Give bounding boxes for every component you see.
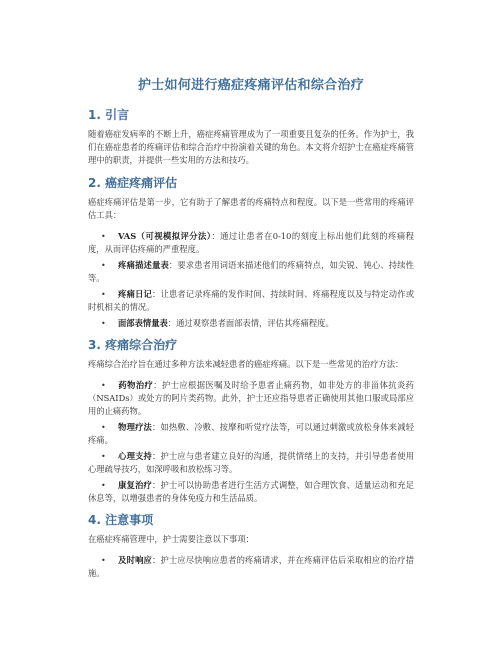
list-item [88, 379, 414, 418]
bullet-icon: • [101, 381, 106, 390]
section-heading: 1. 引言 [88, 108, 130, 122]
document-title: 护士如何进行癌症疼痛评估和综合治疗 [137, 78, 365, 93]
list-item-term: 疼痛日记 [118, 289, 152, 299]
list-item [88, 421, 414, 447]
list-item-text: ：让患者记录疼痛的发作时间、持续时间、疼痛程度以及与特定动作或时机相关的情况。 [88, 289, 414, 312]
list-item-term: 物理疗法 [118, 422, 152, 432]
list-item-text: ：护士可以协助患者进行生活方式调整，如合理饮食、适量运动和充足休息等，以增强患者的身体免疫力和生活品质。 [88, 480, 414, 503]
section-precautions [88, 512, 414, 580]
list-item-term: 面部表情量表 [118, 318, 168, 328]
list-item-text: ：通过让患者在0-10的刻度上标出他们此刻的疼痛程度，从而评估疼痛的严重程度。 [88, 231, 414, 254]
section-paragraph: 疼痛综合治疗旨在通过多种方法来减轻患者的癌症疼痛。以下是一些常见的治疗方法： [88, 359, 404, 369]
section-paragraph: 在癌症疼痛管理中，护士需要注意以下事项： [88, 534, 254, 544]
bullet-icon: • [101, 290, 106, 299]
list-item [88, 479, 414, 505]
list-item-text: ：如热敷、冷敷、按摩和听觉疗法等，可以通过刺激或放松身体来减轻疼痛。 [88, 422, 414, 445]
list-item-text: ：要求患者用词语来描述他们的疼痛特点，如尖锐、钝心、持续性等。 [88, 260, 414, 283]
list-item-term: 及时响应 [118, 555, 152, 565]
list-item-term: 疼痛描述量表 [118, 260, 169, 270]
list-item-term: 心理支持 [118, 451, 152, 461]
list-item [88, 450, 414, 476]
list-item-term: 药物治疗 [118, 380, 154, 390]
bullet-list [88, 230, 414, 330]
list-item [88, 554, 414, 580]
list-item [88, 317, 414, 330]
section-paragraph: 癌症疼痛评估是第一步，它有助于了解患者的疼痛特点和程度。以下是一些常用的疼痛评估工具： [88, 197, 414, 220]
section-pain-assessment [88, 175, 414, 330]
bullet-icon: • [101, 261, 106, 270]
bullet-icon: • [101, 232, 106, 241]
list-item-text: ：护士应与患者建立良好的沟通，提供情绪上的支持，并引导患者使用心理疏导技巧，如深呼吸和放松练习等。 [88, 451, 414, 474]
list-item-term: 康复治疗 [118, 480, 152, 490]
list-item-term: VAS（可视模拟评分法） [118, 231, 212, 241]
list-item-text: ：护士应尽快响应患者的疼痛请求，并在疼痛评估后采取相应的治疗措施。 [88, 555, 414, 578]
bullet-icon: • [101, 556, 106, 565]
bullet-list [88, 554, 414, 580]
list-item-text: ：通过观察患者面部表情，评估其疼痛程度。 [167, 318, 334, 328]
section-heading: 4. 注意事项 [88, 513, 154, 527]
section-heading: 2. 癌症疼痛评估 [88, 176, 178, 190]
section-paragraph: 随着癌症发病率的不断上升，癌症疼痛管理成为了一项重要且复杂的任务。作为护士，我们在癌症患者的疼痛评估和综合治疗中扮演着关键的角色。本文将介绍护士在癌症疼痛管理中的职责，并提供一些实用的方法和技巧。 [88, 129, 414, 165]
list-item [88, 259, 414, 285]
bullet-icon: • [101, 452, 106, 461]
bullet-icon: • [101, 319, 106, 328]
bullet-icon: • [101, 481, 106, 490]
bullet-list [88, 379, 414, 505]
list-item [88, 230, 414, 256]
list-item [88, 288, 414, 314]
bullet-icon: • [101, 423, 106, 432]
section-comprehensive-treatment [88, 337, 414, 505]
list-item-text: ：护士应根据医嘱及时给予患者止痛药物，如非处方的非甾体抗炎药（NSAIDs）或处方的阿片类药物。此外，护士还应指导患者正确使用其他口服或局部应用的止痛药物。 [88, 380, 414, 416]
section-introduction [88, 107, 414, 167]
section-heading: 3. 疼痛综合治疗 [88, 338, 178, 352]
